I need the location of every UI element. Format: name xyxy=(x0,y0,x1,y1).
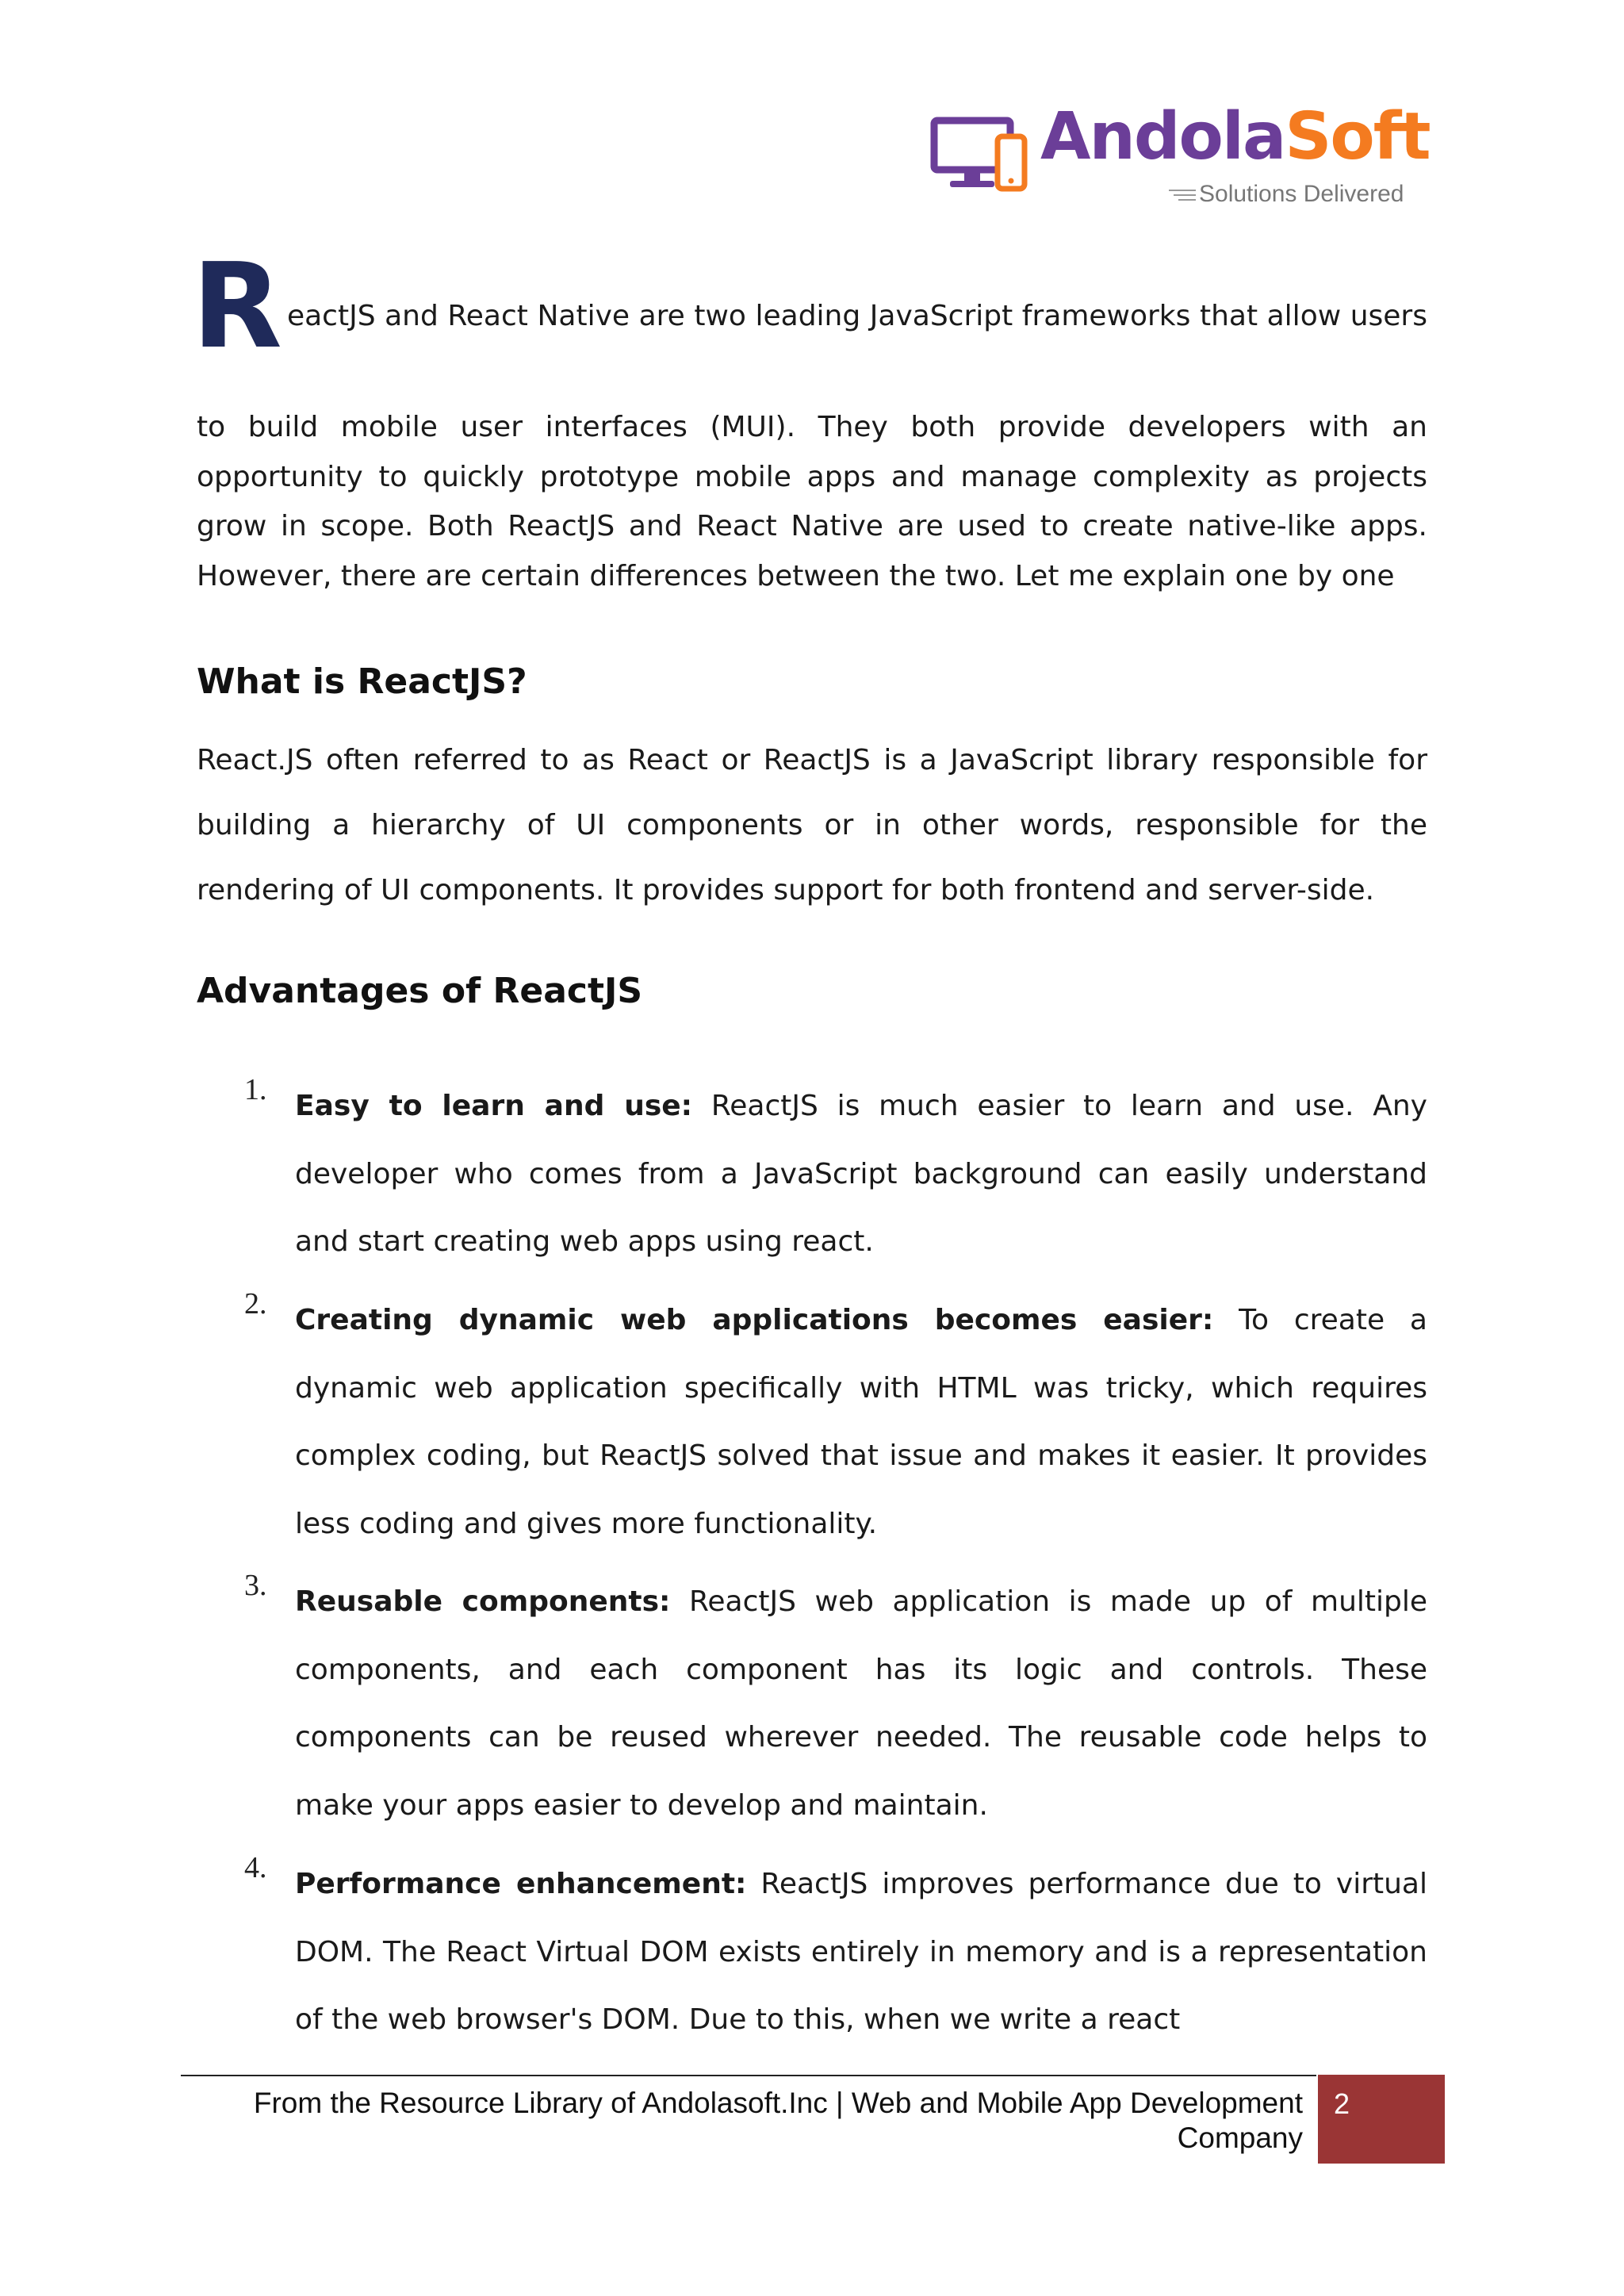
section1-paragraph: React.JS often referred to as React or ReactJS is a JavaScript library responsible for building a hierarchy of UI components or in other words, responsible for the rendering of UI components. It provides support for both frontend and server-side. xyxy=(197,744,1427,907)
logo-tagline: Solutions Delivered xyxy=(1169,181,1404,208)
list-item-text: Easy to learn and use: ReactJS is much easier to learn and use. Any developer who comes from a JavaScript background can easily understand and start creating web apps using react. xyxy=(295,1090,1427,1258)
heading-advantages: Advantages of ReactJS xyxy=(197,971,643,1011)
company-logo xyxy=(929,99,1430,214)
intro-paragraph xyxy=(192,238,1427,374)
intro-first-line: R eactJS and React Native are two leading JavaScript frameworks that allow users xyxy=(192,238,1427,374)
devices-icon xyxy=(929,114,1032,194)
list-item xyxy=(197,1286,1427,1558)
intro-body: to build mobile user interfaces (MUI). They both provide developers with an opportunity to quickly prototype mobile apps and manage complexity as projects grow in scope. Both ReactJS and React Native are used to create native-like apps. However, there are certain differences between the two. Let me explain one by one xyxy=(197,411,1427,592)
list-item-text: Creating dynamic web applications becomes easier: To create a dynamic web application specifically with HTML was tricky, which requires complex coding, but ReactJS solved that issue and makes it easier. It provides less coding and gives more functionality. xyxy=(295,1304,1427,1540)
list-number: 2. xyxy=(244,1287,267,1320)
drop-cap: R xyxy=(192,238,282,374)
list-item xyxy=(197,1850,1427,2054)
list-number: 3. xyxy=(244,1569,267,1602)
list-number: 4. xyxy=(244,1851,267,1884)
page-number-badge xyxy=(1318,2075,1445,2164)
heading-what-is-reactjs: What is ReactJS? xyxy=(197,661,527,702)
list-number: 1. xyxy=(244,1073,267,1106)
list-item-text: Reusable components: ReactJS web application is made up of multiple components, and each component has its logic and controls. These components can be reused wherever needed. The reusable code helps to make your apps easier to develop and maintain. xyxy=(295,1585,1427,1822)
footer-text: From the Resource Library of Andolasoft.Inc | Web and Mobile App Development Company xyxy=(253,2087,1303,2154)
footer-divider xyxy=(181,2075,1316,2076)
lines-icon xyxy=(1169,186,1196,204)
logo-wordmark: AndolaSoft xyxy=(1040,99,1430,174)
list-item xyxy=(197,1072,1427,1276)
list-item xyxy=(197,1568,1427,1839)
page-number: 2 xyxy=(1334,2087,1350,2120)
list-item-text: Performance enhancement: ReactJS improves performance due to virtual DOM. The React Virtual DOM exists entirely in memory and is a representation of the web browser's DOM. Due to this, when we write a react xyxy=(295,1868,1427,2036)
